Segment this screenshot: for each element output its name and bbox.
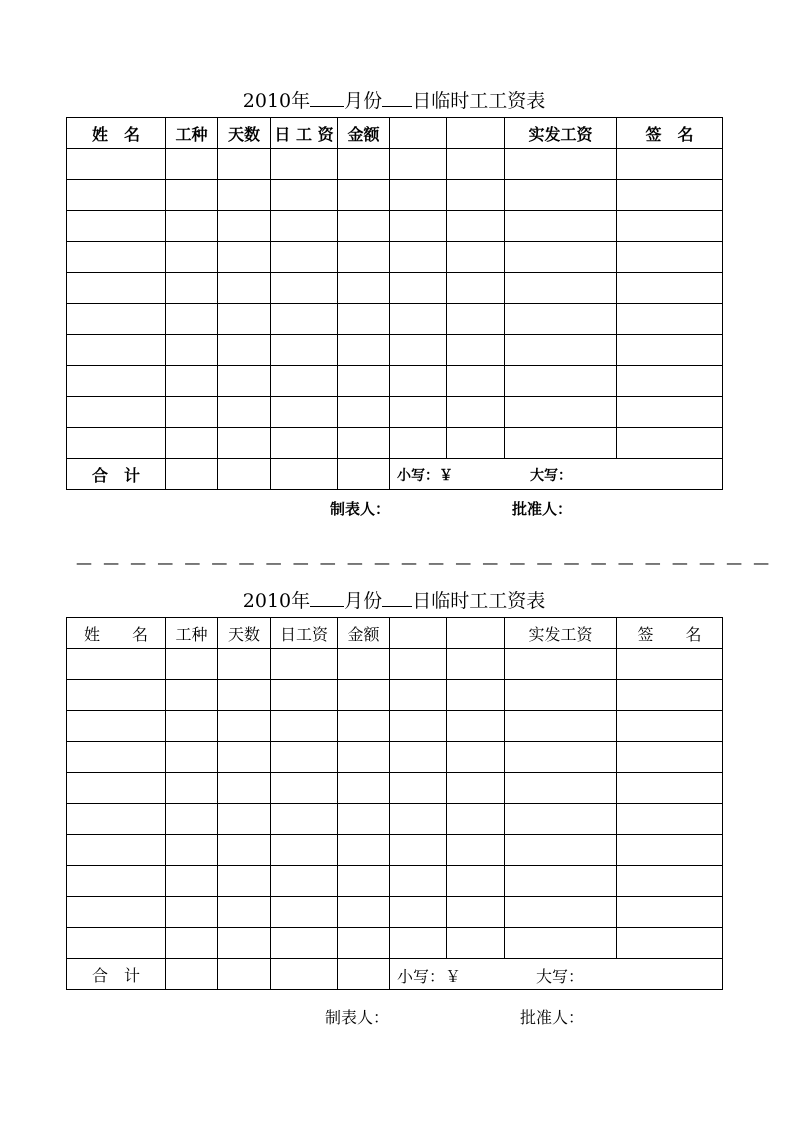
form2-table-cell[interactable] [390, 680, 447, 711]
form2-table-cell[interactable] [218, 773, 271, 804]
form1-total-cell[interactable] [338, 459, 390, 490]
form2-table-cell[interactable] [166, 742, 218, 773]
form2-table-row [67, 928, 723, 959]
form1-table-cell[interactable] [218, 335, 271, 366]
form1-table-cell[interactable] [67, 273, 166, 304]
form2-table-cell[interactable] [617, 742, 723, 773]
form1-table-cell[interactable] [390, 335, 447, 366]
form2-table-cell[interactable] [447, 680, 505, 711]
form1-table-cell[interactable] [447, 273, 505, 304]
form1-header-blank-1 [390, 118, 447, 149]
form1-table-cell[interactable] [617, 335, 723, 366]
form2-table-cell[interactable] [271, 742, 338, 773]
form2-table-cell[interactable] [218, 928, 271, 959]
form2-table-cell[interactable] [390, 649, 447, 680]
form1-table-cell[interactable] [166, 242, 218, 273]
form2-table-cell[interactable] [166, 649, 218, 680]
form1-table-cell[interactable] [390, 304, 447, 335]
cut-line-divider: — — — — — — — — — — — — — — — — — — — — — — — — — — [76, 553, 773, 572]
form1-header-net-pay: 实发工资 [505, 118, 617, 149]
form2-table-cell[interactable] [617, 711, 723, 742]
form2-table-row [67, 897, 723, 928]
form2-total-row [67, 959, 723, 990]
form2-header-amount: 金额 [338, 618, 390, 649]
form1-table-cell[interactable] [338, 366, 390, 397]
form2-amount-cell[interactable] [390, 959, 723, 990]
form1-header-row [67, 118, 723, 149]
form1-table-cell[interactable] [166, 366, 218, 397]
form2-table-row [67, 773, 723, 804]
form2-table-row [67, 866, 723, 897]
form1-table-cell[interactable] [390, 273, 447, 304]
form1-table-cell[interactable] [447, 366, 505, 397]
form2-table-row [67, 742, 723, 773]
form2-table-cell[interactable] [271, 897, 338, 928]
form1-table-cell[interactable] [447, 397, 505, 428]
form1-table-cell[interactable] [447, 242, 505, 273]
form2-table-cell[interactable] [218, 649, 271, 680]
form1-table-cell[interactable] [390, 366, 447, 397]
form1-header-blank-2 [447, 118, 505, 149]
form2-table-cell[interactable] [447, 897, 505, 928]
form2-title-month-unit: 月份 [344, 590, 383, 612]
form1-table-row [67, 273, 723, 304]
form1-day-blank[interactable] [382, 90, 412, 107]
form1-table-cell[interactable] [505, 304, 617, 335]
form1-table-cell[interactable] [67, 211, 166, 242]
form2-table-cell[interactable] [338, 742, 390, 773]
form1-table-cell[interactable] [338, 304, 390, 335]
form1-table-cell[interactable] [166, 304, 218, 335]
form2-table-cell[interactable] [166, 835, 218, 866]
form1-table-cell[interactable] [271, 335, 338, 366]
form2-table-cell[interactable] [390, 835, 447, 866]
form1-table-cell[interactable] [505, 428, 617, 459]
form2-table-cell[interactable] [271, 711, 338, 742]
form2-table-cell[interactable] [505, 711, 617, 742]
form1-table-cell[interactable] [617, 149, 723, 180]
form2-table-cell[interactable] [166, 804, 218, 835]
form2-day-blank[interactable] [382, 590, 412, 607]
form2-table-row [67, 680, 723, 711]
form2-table-cell[interactable] [447, 711, 505, 742]
form1-table-cell[interactable] [271, 366, 338, 397]
form2-table-cell[interactable] [617, 897, 723, 928]
form1-table-cell[interactable] [505, 366, 617, 397]
form2-table-cell[interactable] [271, 835, 338, 866]
form2-table-cell[interactable] [617, 928, 723, 959]
form1-table-cell[interactable] [390, 428, 447, 459]
form1-table-cell[interactable] [218, 149, 271, 180]
form2-table-cell[interactable] [271, 773, 338, 804]
form1-table-cell[interactable] [447, 180, 505, 211]
form1-table-cell[interactable] [617, 242, 723, 273]
form1-title-month-unit: 月份 [344, 90, 383, 112]
form2-table-cell[interactable] [617, 680, 723, 711]
form1-header-job-type: 工种 [166, 118, 218, 149]
form1-table-cell[interactable] [447, 304, 505, 335]
form2-table-cell[interactable] [166, 866, 218, 897]
form1-table-cell[interactable] [617, 366, 723, 397]
form1-table-cell[interactable] [218, 366, 271, 397]
form1-title-year: 2010 [242, 90, 292, 112]
form2-table-cell[interactable] [338, 866, 390, 897]
form2-table-cell[interactable] [390, 711, 447, 742]
form1-table-cell[interactable] [447, 428, 505, 459]
form1-table-cell[interactable] [271, 304, 338, 335]
form2-table-cell[interactable] [271, 649, 338, 680]
form2-table-cell[interactable] [505, 804, 617, 835]
form2-total-label: 合 计 [67, 959, 166, 990]
form1-table-cell[interactable] [617, 397, 723, 428]
form1-table-cell[interactable] [617, 304, 723, 335]
form2-table-cell[interactable] [218, 835, 271, 866]
form2-header-blank-2 [447, 618, 505, 649]
form2-table-cell[interactable] [338, 804, 390, 835]
form1-table-cell[interactable] [338, 397, 390, 428]
form2-header-net-pay: 实发工资 [505, 618, 617, 649]
form1-title-day-unit: 日临时工工资表 [412, 90, 546, 112]
form1-table-cell[interactable] [271, 180, 338, 211]
form2-table-cell[interactable] [67, 866, 166, 897]
form2-table-cell[interactable] [617, 866, 723, 897]
form1-capital-amount-label: 大写： [530, 468, 572, 484]
form2-table-row [67, 711, 723, 742]
form1-header-name: 姓 名 [67, 118, 166, 149]
form2-table-cell[interactable] [271, 866, 338, 897]
form1-table-cell[interactable] [271, 397, 338, 428]
form1-small-amount-label: 小写：￥ [397, 468, 453, 484]
form2-table-row [67, 835, 723, 866]
form1-table-cell[interactable] [67, 149, 166, 180]
form2-table-cell[interactable] [505, 742, 617, 773]
form2-table-cell[interactable] [390, 773, 447, 804]
form2-title-day-unit: 日临时工工资表 [412, 590, 546, 612]
form2-total-cell[interactable] [338, 959, 390, 990]
form2-table-cell[interactable] [505, 773, 617, 804]
form2-table-cell[interactable] [166, 928, 218, 959]
form1-table-cell[interactable] [338, 335, 390, 366]
form1-body [67, 149, 723, 459]
form1-table-cell[interactable] [505, 335, 617, 366]
form2-table-row [67, 804, 723, 835]
form1-header-daily-wage: 日 工 资 [271, 118, 338, 149]
form1-table-cell[interactable] [505, 273, 617, 304]
form1-table-cell[interactable] [617, 211, 723, 242]
form2-header-job-type: 工种 [166, 618, 218, 649]
form2-table-cell[interactable] [505, 866, 617, 897]
form1-table-cell[interactable] [218, 428, 271, 459]
form2-table-cell[interactable] [338, 649, 390, 680]
form2-table-cell[interactable] [617, 804, 723, 835]
form1-total-cell[interactable] [218, 459, 271, 490]
form2-header-blank-1 [390, 618, 447, 649]
form1-wage-table [66, 117, 723, 490]
form2-total-cell[interactable] [218, 959, 271, 990]
form1-table-cell[interactable] [166, 428, 218, 459]
form1-table-row [67, 180, 723, 211]
form1-table-cell[interactable] [166, 273, 218, 304]
form2-wage-table [66, 617, 723, 990]
form1-table-cell[interactable] [67, 304, 166, 335]
form1-title [66, 86, 722, 113]
form2-preparer-label: 制表人： [325, 1008, 390, 1027]
form1-table-cell[interactable] [338, 428, 390, 459]
form2-body [67, 649, 723, 959]
form1-table-cell[interactable] [67, 242, 166, 273]
form2-header-name: 姓 名 [67, 618, 166, 649]
form2-table-cell[interactable] [390, 866, 447, 897]
form1-table-cell[interactable] [447, 211, 505, 242]
form1-table-cell[interactable] [166, 397, 218, 428]
form1-table-cell[interactable] [390, 242, 447, 273]
form2-table-cell[interactable] [505, 897, 617, 928]
form2-table-cell[interactable] [67, 680, 166, 711]
form1-table-row [67, 428, 723, 459]
form1-table-cell[interactable] [271, 273, 338, 304]
form1-approver-label: 批准人： [512, 500, 573, 518]
form2-table-cell[interactable] [338, 835, 390, 866]
form2-table-cell[interactable] [505, 835, 617, 866]
form1-table-row [67, 366, 723, 397]
form1-table-row [67, 335, 723, 366]
form2-table-cell[interactable] [218, 866, 271, 897]
form2-table-cell[interactable] [447, 742, 505, 773]
form1-table-row [67, 211, 723, 242]
form2-table-cell[interactable] [447, 773, 505, 804]
form2-table-cell[interactable] [271, 804, 338, 835]
form1-header-days: 天数 [218, 118, 271, 149]
form1-table-cell[interactable] [505, 397, 617, 428]
form2-table-cell[interactable] [338, 711, 390, 742]
form2-small-amount-label: 小写：￥ [397, 967, 462, 986]
form1-table-cell[interactable] [338, 211, 390, 242]
form2-table-cell[interactable] [447, 866, 505, 897]
form1-total-label: 合 计 [67, 459, 166, 490]
form2-table-cell[interactable] [447, 835, 505, 866]
form1-table-row [67, 304, 723, 335]
form1-table-cell[interactable] [218, 273, 271, 304]
form2-table-cell[interactable] [67, 897, 166, 928]
form2-header-days: 天数 [218, 618, 271, 649]
form2-table-cell[interactable] [338, 680, 390, 711]
form1-table-cell[interactable] [505, 180, 617, 211]
form1-table-cell[interactable] [67, 428, 166, 459]
form2-header-daily-wage: 日工资 [271, 618, 338, 649]
form1-table-row [67, 149, 723, 180]
form2-header-row [67, 618, 723, 649]
form2-capital-amount-label: 大写： [536, 967, 585, 986]
form2-table-cell[interactable] [166, 897, 218, 928]
form1-table-cell[interactable] [617, 428, 723, 459]
form1-table-cell[interactable] [271, 211, 338, 242]
form1-table-cell[interactable] [67, 366, 166, 397]
form1-table-cell[interactable] [390, 211, 447, 242]
form1-title-year-unit: 年 [291, 90, 311, 112]
form1-month-blank[interactable] [310, 90, 344, 107]
form1-table-cell[interactable] [505, 242, 617, 273]
form2-table-cell[interactable] [218, 680, 271, 711]
form2-table-cell[interactable] [505, 649, 617, 680]
form2-table-cell[interactable] [218, 711, 271, 742]
form2-title-year: 2010 [242, 590, 292, 612]
form1-table-cell[interactable] [67, 335, 166, 366]
form2-table-cell[interactable] [271, 928, 338, 959]
form1-table-cell[interactable] [166, 149, 218, 180]
form1-table-cell[interactable] [218, 180, 271, 211]
form1-table-cell[interactable] [390, 180, 447, 211]
form1-table-cell[interactable] [271, 242, 338, 273]
form2-table-cell[interactable] [271, 680, 338, 711]
form2-table-cell[interactable] [218, 742, 271, 773]
form2-table-cell[interactable] [390, 742, 447, 773]
form1-table-cell[interactable] [271, 428, 338, 459]
form1-header-signature: 签 名 [617, 118, 723, 149]
form2-table-cell[interactable] [218, 897, 271, 928]
form1-table-cell[interactable] [390, 397, 447, 428]
form1-table-cell[interactable] [447, 335, 505, 366]
form2-table-cell[interactable] [390, 897, 447, 928]
form1-table-cell[interactable] [390, 149, 447, 180]
form1-total-cell[interactable] [271, 459, 338, 490]
form2-table-cell[interactable] [67, 773, 166, 804]
form1-table-row [67, 397, 723, 428]
form2-title [66, 586, 722, 613]
form1-table-cell[interactable] [447, 149, 505, 180]
form1-table-cell[interactable] [218, 304, 271, 335]
form2-table-cell[interactable] [447, 928, 505, 959]
form2-table-cell[interactable] [447, 649, 505, 680]
form1-table-cell[interactable] [67, 180, 166, 211]
form2-table-cell[interactable] [67, 711, 166, 742]
form1-table-cell[interactable] [218, 211, 271, 242]
form2-total-cell[interactable] [166, 959, 218, 990]
form2-table-cell[interactable] [67, 928, 166, 959]
form1-table-cell[interactable] [166, 335, 218, 366]
form2-table-cell[interactable] [166, 773, 218, 804]
form2-table-cell[interactable] [166, 680, 218, 711]
form2-table-cell[interactable] [67, 804, 166, 835]
form2-table-cell[interactable] [447, 804, 505, 835]
form2-table-cell[interactable] [166, 711, 218, 742]
form2-table-cell[interactable] [67, 835, 166, 866]
form1-table-cell[interactable] [338, 180, 390, 211]
form1-table-row [67, 242, 723, 273]
form2-table-cell[interactable] [390, 928, 447, 959]
form2-header-signature: 签 名 [617, 618, 723, 649]
form2-table-cell[interactable] [67, 649, 166, 680]
form1-total-cell[interactable] [166, 459, 218, 490]
form1-table-cell[interactable] [617, 273, 723, 304]
form1-total-row [67, 459, 723, 490]
form1-preparer-label: 制表人： [330, 500, 391, 518]
form1-table-cell[interactable] [505, 211, 617, 242]
form1-table-cell[interactable] [338, 273, 390, 304]
form2-approver-label: 批准人： [520, 1008, 585, 1027]
form2-table-cell[interactable] [390, 804, 447, 835]
form2-table-cell[interactable] [617, 773, 723, 804]
form2-month-blank[interactable] [310, 590, 344, 607]
form1-header-amount: 金额 [338, 118, 390, 149]
form1-table-cell[interactable] [617, 180, 723, 211]
form1-table-cell[interactable] [338, 149, 390, 180]
form2-table-cell[interactable] [505, 680, 617, 711]
form1-amount-cell[interactable] [390, 459, 723, 490]
form1-table-cell[interactable] [166, 211, 218, 242]
form2-total-cell[interactable] [271, 959, 338, 990]
form1-table-cell[interactable] [218, 242, 271, 273]
form2-table-cell[interactable] [505, 928, 617, 959]
form2-table-row [67, 649, 723, 680]
form2-table-cell[interactable] [218, 804, 271, 835]
form2-table-cell[interactable] [338, 773, 390, 804]
form1-table-cell[interactable] [271, 149, 338, 180]
form2-table-cell[interactable] [338, 897, 390, 928]
form1-table-cell[interactable] [218, 397, 271, 428]
form2-table-cell[interactable] [617, 649, 723, 680]
form1-table-cell[interactable] [166, 180, 218, 211]
form2-table-cell[interactable] [338, 928, 390, 959]
form2-title-year-unit: 年 [291, 590, 311, 612]
form2-table-cell[interactable] [67, 742, 166, 773]
form1-table-cell[interactable] [67, 397, 166, 428]
form2-table-cell[interactable] [617, 835, 723, 866]
form1-table-cell[interactable] [505, 149, 617, 180]
form1-table-cell[interactable] [338, 242, 390, 273]
